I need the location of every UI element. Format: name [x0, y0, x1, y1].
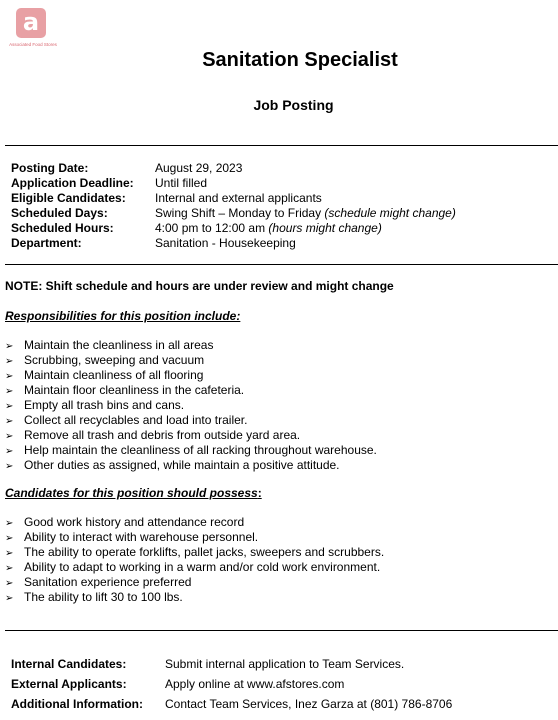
- contact-row: [11, 697, 452, 717]
- list-item: [5, 428, 377, 443]
- list-item-text: Maintain cleanliness of all flooring: [24, 368, 204, 382]
- arrow-bullet-icon: ➢: [5, 401, 14, 412]
- responsibilities-heading: Responsibilities for this position include:: [5, 309, 241, 323]
- divider-middle: [5, 264, 558, 265]
- info-label: Posting Date:: [11, 161, 89, 175]
- list-item: [5, 383, 377, 398]
- posting-info-row: [11, 161, 456, 176]
- candidates-heading-colon: :: [257, 486, 262, 500]
- page-title: Sanitation Specialist: [202, 49, 398, 71]
- list-item-text: Ability to adapt to working in a warm and/or cold work environment.: [24, 560, 381, 574]
- list-item-text: Remove all trash and debris from outside yard area.: [24, 428, 301, 442]
- arrow-bullet-icon: ➢: [5, 461, 14, 472]
- candidates-heading: [5, 486, 262, 500]
- list-item: [5, 398, 377, 413]
- list-item: [5, 368, 377, 383]
- posting-info-row: [11, 191, 456, 206]
- contact-value: Apply online at www.afstores.com: [165, 677, 345, 691]
- list-item: [5, 353, 377, 368]
- info-value: [155, 161, 242, 176]
- list-item: [5, 590, 384, 605]
- list-item-text: Help maintain the cleanliness of all racking throughout warehouse.: [24, 443, 377, 457]
- contact-table: [11, 657, 452, 717]
- candidates-list: [5, 515, 384, 605]
- list-item: [5, 575, 384, 590]
- arrow-bullet-icon: ➢: [5, 371, 14, 382]
- contact-value: Submit internal application to Team Services.: [165, 657, 405, 671]
- arrow-bullet-icon: ➢: [5, 518, 14, 529]
- list-item-text: Maintain floor cleanliness in the cafeteria.: [24, 383, 245, 397]
- posting-info-table: [11, 161, 456, 251]
- logo-letter: a: [22, 8, 40, 36]
- info-label: Scheduled Days:: [11, 206, 108, 220]
- info-value-text: Sanitation - Housekeeping: [155, 236, 296, 250]
- list-item: [5, 458, 377, 473]
- list-item-text: Sanitation experience preferred: [24, 575, 192, 589]
- logo-mark: [16, 8, 46, 38]
- arrow-bullet-icon: ➢: [5, 386, 14, 397]
- posting-info-row: [11, 221, 456, 236]
- responsibilities-list: [5, 338, 377, 473]
- info-value-text: Internal and external applicants: [155, 191, 322, 205]
- info-label: Department:: [11, 236, 82, 250]
- info-value-text: August 29, 2023: [155, 161, 243, 175]
- list-item: [5, 515, 384, 530]
- list-item: [5, 560, 384, 575]
- arrow-bullet-icon: ➢: [5, 593, 14, 604]
- info-value-text: Until filled: [155, 176, 208, 190]
- contact-label: Internal Candidates:: [11, 657, 127, 671]
- arrow-bullet-icon: ➢: [5, 341, 14, 352]
- list-item-text: Ability to interact with warehouse personnel.: [24, 530, 259, 544]
- divider-bottom: [5, 630, 558, 631]
- list-item-text: The ability to lift 30 to 100 lbs.: [24, 590, 183, 604]
- posting-info-row: [11, 176, 456, 191]
- arrow-bullet-icon: ➢: [5, 416, 14, 427]
- arrow-bullet-icon: ➢: [5, 563, 14, 574]
- list-item-text: Other duties as assigned, while maintain a positive attitude.: [24, 458, 340, 472]
- list-item: [5, 338, 377, 353]
- info-value: [155, 236, 296, 251]
- info-value: [155, 221, 382, 236]
- contact-label: External Applicants:: [11, 677, 127, 691]
- info-value-text: 4:00 pm to 12:00 am: [155, 221, 266, 235]
- arrow-bullet-icon: ➢: [5, 533, 14, 544]
- logo-caption: Associated Food Stores: [9, 42, 57, 47]
- list-item: [5, 545, 384, 560]
- info-value: [155, 176, 207, 191]
- list-item-text: The ability to operate forklifts, pallet jacks, sweepers and scrubbers.: [24, 545, 385, 559]
- list-item: [5, 443, 377, 458]
- arrow-bullet-icon: ➢: [5, 431, 14, 442]
- arrow-bullet-icon: ➢: [5, 446, 14, 457]
- contact-row: [11, 657, 452, 677]
- info-label: Eligible Candidates:: [11, 191, 126, 205]
- info-value: [155, 206, 456, 221]
- info-value-note: (hours might change): [268, 221, 382, 235]
- info-value-note: (schedule might change): [324, 206, 456, 220]
- arrow-bullet-icon: ➢: [5, 548, 14, 559]
- list-item-text: Good work history and attendance record: [24, 515, 245, 529]
- arrow-bullet-icon: ➢: [5, 578, 14, 589]
- company-logo: [5, 5, 65, 50]
- arrow-bullet-icon: ➢: [5, 356, 14, 367]
- contact-row: [11, 677, 452, 697]
- list-item-text: Empty all trash bins and cans.: [24, 398, 185, 412]
- list-item: [5, 530, 384, 545]
- contact-label: Additional Information:: [11, 697, 143, 711]
- contact-value: Contact Team Services, Inez Garza at (801) 786-8706: [165, 697, 453, 711]
- posting-info-row: [11, 206, 456, 221]
- schedule-note: NOTE: Shift schedule and hours are under review and might change: [5, 279, 394, 293]
- info-label: Scheduled Hours:: [11, 221, 114, 235]
- info-value-text: Swing Shift – Monday to Friday: [155, 206, 322, 220]
- list-item-text: Collect all recyclables and load into trailer.: [24, 413, 248, 427]
- candidates-heading-text: Candidates for this position should possess: [5, 486, 258, 500]
- info-label: Application Deadline:: [11, 176, 134, 190]
- info-value: [155, 191, 322, 206]
- list-item: [5, 413, 377, 428]
- posting-info-row: [11, 236, 456, 251]
- divider-top: [5, 145, 558, 146]
- list-item-text: Maintain the cleanliness in all areas: [24, 338, 214, 352]
- page-subtitle: Job Posting: [253, 97, 334, 113]
- list-item-text: Scrubbing, sweeping and vacuum: [24, 353, 205, 367]
